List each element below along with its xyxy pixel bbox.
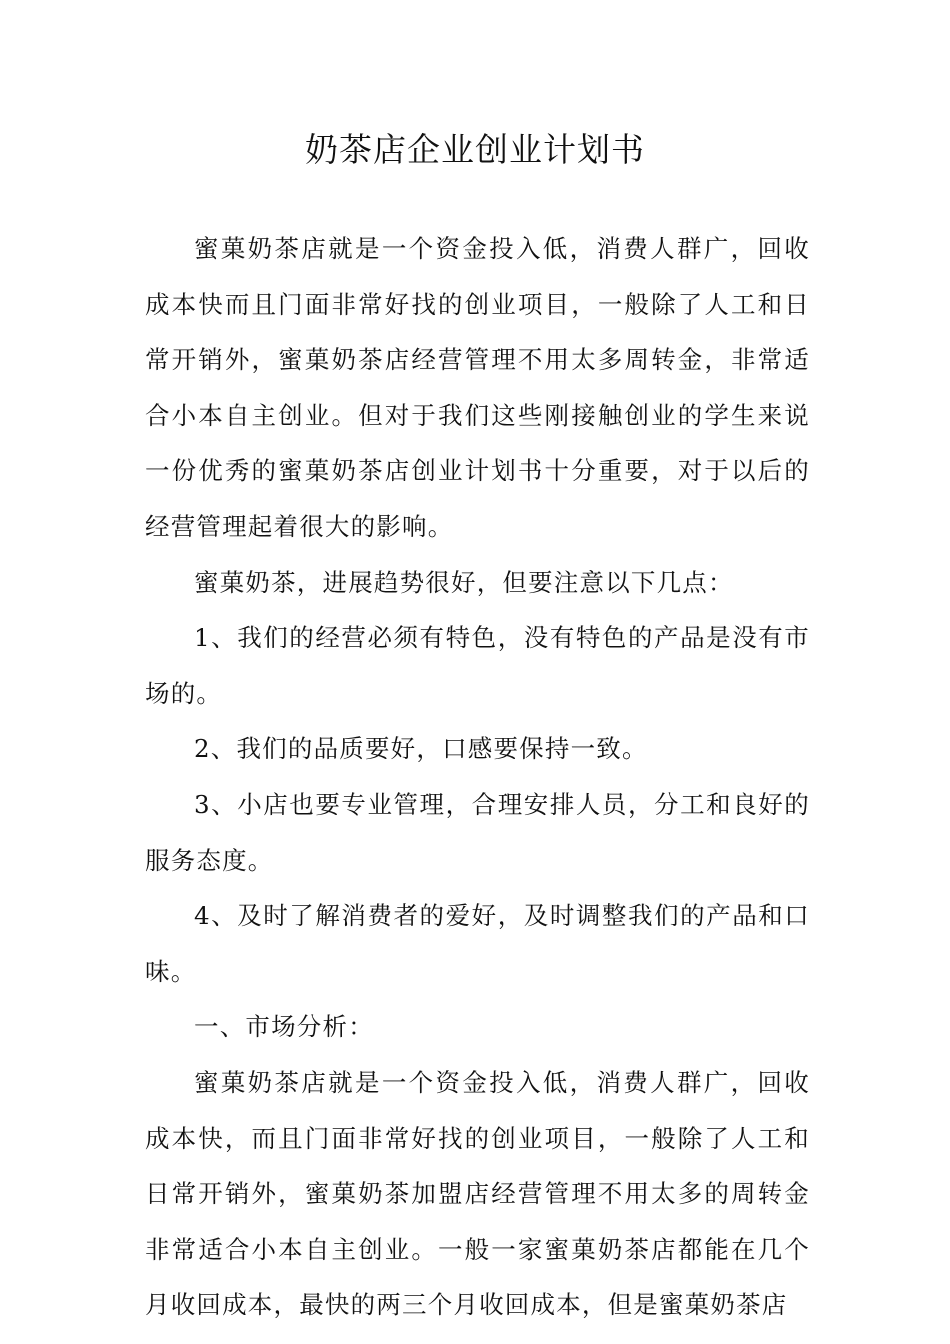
paragraph-intro: 蜜菓奶茶店就是一个资金投入低，消费人群广，回收成本快而且门面非常好找的创业项目，一般除了人工和日常开销外，蜜菓奶茶店经营管理不用太多周转金，非常适合小本自主创业。但对于我们这些刚接触创业的学生来说一份优秀的蜜菓奶茶店创业计划书十分重要，对于以后的经营管理起着很大的影响。 xyxy=(145,234,810,541)
document-body xyxy=(145,221,810,1333)
paragraph-point-2: 2、我们的品质要好，口感要保持一致。 xyxy=(194,734,648,764)
paragraph-point-4: 4、及时了解消费者的爱好，及时调整我们的产品和口味。 xyxy=(145,901,810,986)
section-heading-market-analysis: 一、市场分析： xyxy=(194,1012,374,1042)
paragraph-trend: 蜜菓奶茶，进展趋势很好，但要注意以下几点： xyxy=(194,567,734,597)
paragraph-point-1: 1、我们的经营必须有特色，没有特色的产品是没有市场的。 xyxy=(145,623,810,708)
document-title: 奶茶店企业创业计划书 xyxy=(305,130,645,169)
paragraph-market-analysis: 蜜菓奶茶店就是一个资金投入低，消费人群广，回收成本快，而且门面非常好找的创业项目，一般除了人工和日常开销外，蜜菓奶茶加盟店经营管理不用太多的周转金非常适合小本自主创业。一般一家蜜菓奶茶店都能在几个月收回成本，最快的两三个月收回成本，但是蜜菓奶茶店 xyxy=(145,1067,810,1320)
paragraph-point-3: 3、小店也要专业管理，合理安排人员，分工和良好的服务态度。 xyxy=(145,789,810,875)
